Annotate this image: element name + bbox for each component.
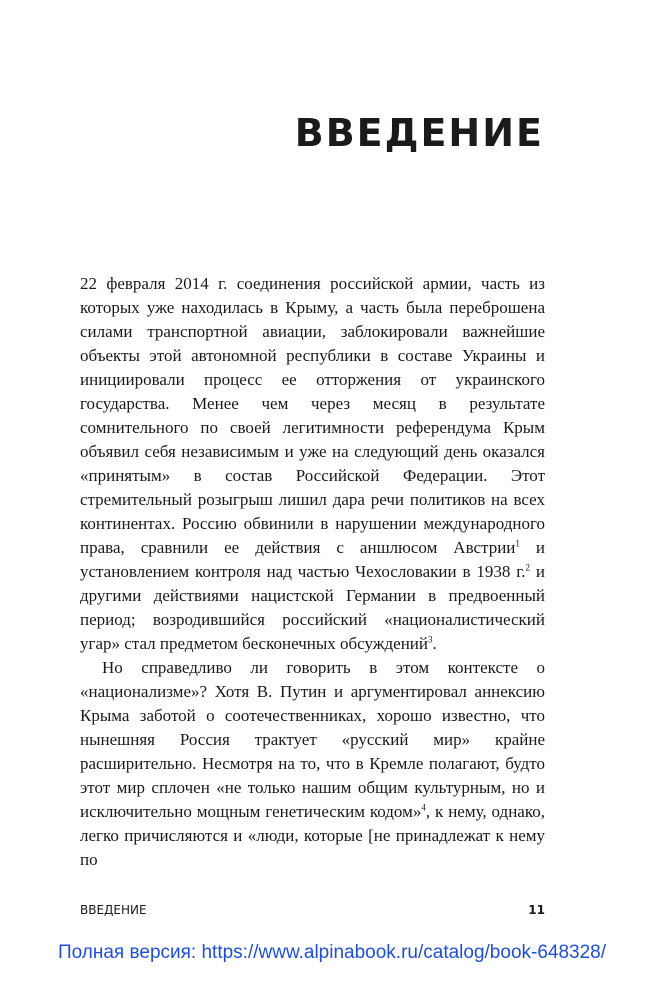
body-text [80,272,545,872]
paragraph-text: и другими действиями нацистской Германии в предвоенный период; возродившийся российский «националистический угар» стал предметом бесконечных обсуждений [80,562,545,653]
paragraph [80,656,545,872]
footnote-ref[interactable]: 2 [525,562,531,573]
page-number: 11 [528,903,545,917]
footnote-ref[interactable]: 1 [515,538,520,549]
full-version-link[interactable]: Полная версия: https://www.alpinabook.ru/catalog/book-648328/ [57,942,607,963]
footnote-ref[interactable]: 4 [421,802,426,813]
footer-section-name: ВВЕДЕНИЕ [80,903,147,917]
paragraph [80,272,545,656]
paragraph-text: Но справедливо ли говорить в этом контексте о «национализме»? Хотя В. Путин и аргументировал аннексию Крыма заботой о соотечественниках, хорошо известно, что нынешняя Россия трактует «русский мир» крайне расширительно. Несмотря на то, что в Кремле полагают, будто этот мир сплочен «не только нашим общим культурным, но и исключительно мощным генетическим кодом» [80,658,545,821]
chapter-title: ВВЕДЕНИЕ [294,111,544,155]
running-footer [80,903,545,923]
paragraph-text: и установлением контроля над частью Чехословакии в 1938 г. [80,538,545,581]
paragraph-text: , к нему, однако, легко причисляются и «люди, которые [не принадлежат к нему по [80,802,545,869]
footnote-ref[interactable]: 3 [428,634,433,645]
paragraph-text: . [432,634,437,653]
paragraph-text: 22 февраля 2014 г. соединения российской армии, часть из которых уже находилась в Крыму, а часть была переброшена силами транспортной авиации, заблокировали важнейшие объекты этой автономной республики в составе Украины и инициировали процесс ее отторжения от украинского государства. Менее чем через месяц в результате сомнительного по своей легитимности референдума Крым объявил себя независимым и уже на следующий день оказался «принятым» в состав Российской Федерации. Этот стремительный розыгрыш лишил дара речи политиков на всех континентах. Россию обвинили в нарушении международного права, сравнили ее действия с аншлюсом Австрии [80,274,545,557]
